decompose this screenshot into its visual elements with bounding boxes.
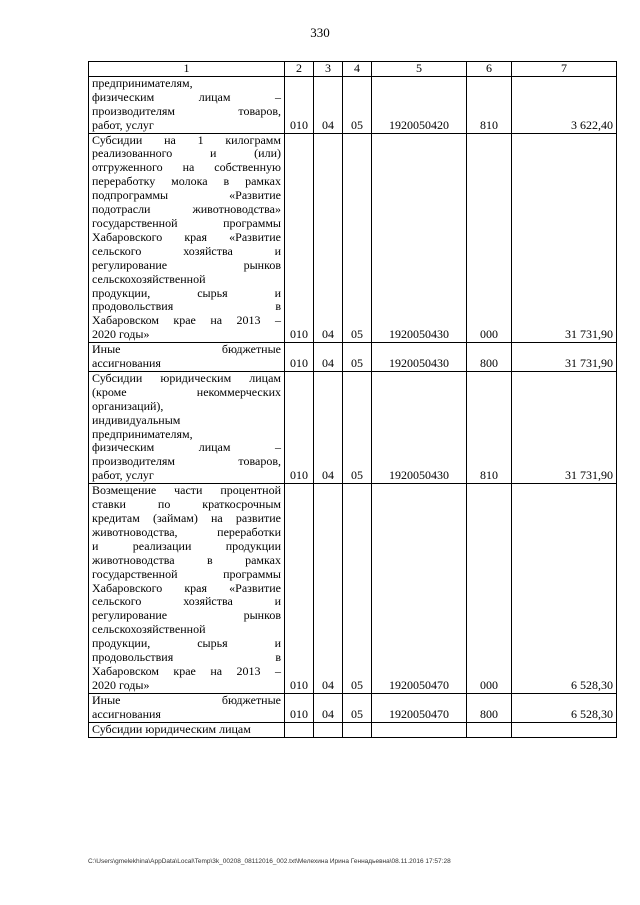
code-target-article-cell (372, 722, 467, 737)
code-subsection-cell (343, 722, 372, 737)
table-row (89, 484, 617, 694)
row-description (89, 693, 285, 722)
header-cell: 4 (343, 62, 372, 77)
code-expense-type-cell: 810 (467, 371, 512, 483)
code-subsection-cell: 05 (343, 343, 372, 372)
table-row (89, 133, 617, 343)
description-line: работ, услуг (92, 117, 154, 132)
description-line: реализованного и (или) (92, 146, 281, 161)
row-description (89, 722, 285, 737)
table-row (89, 693, 617, 722)
row-description (89, 484, 285, 694)
code-section-cell: 04 (314, 343, 343, 372)
header-cell: 7 (512, 62, 617, 77)
description-line: продукции, сырья и (92, 636, 281, 651)
description-line: физическим лицам – (92, 440, 281, 455)
code-section-cell: 04 (314, 371, 343, 483)
description-line: Иные бюджетные (92, 692, 281, 707)
table-row (89, 343, 617, 372)
header-row (89, 62, 617, 77)
header-cell: 2 (285, 62, 314, 77)
description-line: Возмещение части процентной (92, 483, 281, 498)
header-cell: 1 (89, 62, 285, 77)
code-admin-cell: 010 (285, 133, 314, 343)
description-line: продовольствия в (92, 650, 281, 665)
description-line: регулирование рынков (92, 608, 281, 623)
description-line: государственной программы (92, 566, 281, 581)
code-admin-cell: 010 (285, 76, 314, 133)
header-cell: 6 (467, 62, 512, 77)
budget-table (88, 61, 617, 738)
row-description (89, 343, 285, 372)
description-line: Субсидии юридическим лицам (92, 370, 281, 385)
description-line: и реализации продукции (92, 538, 281, 553)
code-expense-type-cell: 000 (467, 484, 512, 694)
header-cell: 3 (314, 62, 343, 77)
table-row (89, 371, 617, 483)
amount-cell: 31 731,90 (512, 133, 617, 343)
description-line: продовольствия в (92, 299, 281, 314)
amount-cell: 3 622,40 (512, 76, 617, 133)
code-admin-cell: 010 (285, 693, 314, 722)
code-target-article-cell: 1920050470 (372, 693, 467, 722)
description-line: предпринимателям, (92, 75, 193, 90)
description-line: подпрограммы «Развитие (92, 188, 281, 203)
code-target-article-cell: 1920050420 (372, 76, 467, 133)
amount-cell: 31 731,90 (512, 371, 617, 483)
code-section-cell: 04 (314, 484, 343, 694)
code-subsection-cell: 05 (343, 371, 372, 483)
description-line: Субсидии на 1 килограмм (92, 132, 281, 147)
row-description (89, 371, 285, 483)
description-line: 2020 годы» (92, 677, 150, 692)
code-admin-cell: 010 (285, 343, 314, 372)
description-line: кредитам (займам) на развитие (92, 511, 281, 525)
table-row (89, 722, 617, 737)
code-subsection-cell: 05 (343, 76, 372, 133)
description-line: ассигнования (92, 356, 161, 371)
row-description (89, 133, 285, 343)
description-line: Хабаровском крае на 2013 – (92, 313, 281, 328)
description-line: Хабаровском крае на 2013 – (92, 663, 281, 678)
code-subsection-cell: 05 (343, 693, 372, 722)
code-expense-type-cell: 000 (467, 133, 512, 343)
description-line: работ, услуг (92, 468, 154, 483)
description-line: предпринимателям, (92, 426, 193, 441)
description-line: Иные бюджетные (92, 342, 281, 357)
description-line: отгруженного на собственную (92, 160, 281, 175)
code-admin-cell: 010 (285, 484, 314, 694)
code-expense-type-cell: 800 (467, 343, 512, 372)
row-description (89, 76, 285, 133)
description-line: Хабаровского края «Развитие (92, 229, 281, 244)
code-target-article-cell: 1920050430 (372, 343, 467, 372)
code-subsection-cell: 05 (343, 484, 372, 694)
description-line: регулирование рынков (92, 257, 281, 272)
code-target-article-cell: 1920050430 (372, 133, 467, 343)
header-cell: 5 (372, 62, 467, 77)
code-section-cell (314, 722, 343, 737)
description-line: физическим лицам – (92, 89, 281, 104)
code-subsection-cell: 05 (343, 133, 372, 343)
description-line: сельского хозяйства и (92, 243, 281, 258)
description-line: ставки по краткосрочным (92, 497, 281, 512)
code-section-cell: 04 (314, 133, 343, 343)
amount-cell: 6 528,30 (512, 484, 617, 694)
description-line: индивидуальным (92, 412, 181, 427)
description-line: государственной программы (92, 215, 281, 230)
code-admin-cell (285, 722, 314, 737)
description-line: сельскохозяйственной (92, 271, 206, 286)
amount-cell: 6 528,30 (512, 693, 617, 722)
code-expense-type-cell: 800 (467, 693, 512, 722)
description-line: сельского хозяйства и (92, 594, 281, 609)
description-line: переработку молока в рамках (92, 174, 281, 189)
description-line: подотрасли животноводства» (92, 202, 281, 217)
page-number: 330 (310, 25, 330, 40)
description-line: ассигнования (92, 706, 161, 721)
description-line: 2020 годы» (92, 327, 150, 342)
description-line: (кроме некоммерческих (92, 384, 281, 399)
description-line: Хабаровского края «Развитие (92, 580, 281, 595)
description-line: производителям товаров, (92, 103, 281, 118)
code-target-article-cell: 1920050470 (372, 484, 467, 694)
description-line: организаций), (92, 398, 164, 413)
amount-cell: 31 731,90 (512, 343, 617, 372)
code-target-article-cell: 1920050430 (372, 371, 467, 483)
description-line: Субсидии юридическим лицам (92, 721, 251, 736)
code-expense-type-cell: 810 (467, 76, 512, 133)
table-row (89, 76, 617, 133)
description-line: животноводства, переработки (92, 524, 281, 539)
description-line: продукции, сырья и (92, 285, 281, 300)
code-section-cell: 04 (314, 693, 343, 722)
amount-cell (512, 722, 617, 737)
code-expense-type-cell (467, 722, 512, 737)
description-line: производителям товаров, (92, 454, 281, 469)
file-path-footer: C:\Users\gmelekhina\AppData\Local\Temp\3k_00208_08112016_002.txt\Мелехина Ирина Геннадьевна\08.11.2016 17:57:28 (88, 858, 451, 865)
description-line: животноводства в рамках (92, 552, 281, 567)
code-section-cell: 04 (314, 76, 343, 133)
description-line: сельскохозяйственной (92, 622, 206, 637)
code-admin-cell: 010 (285, 371, 314, 483)
